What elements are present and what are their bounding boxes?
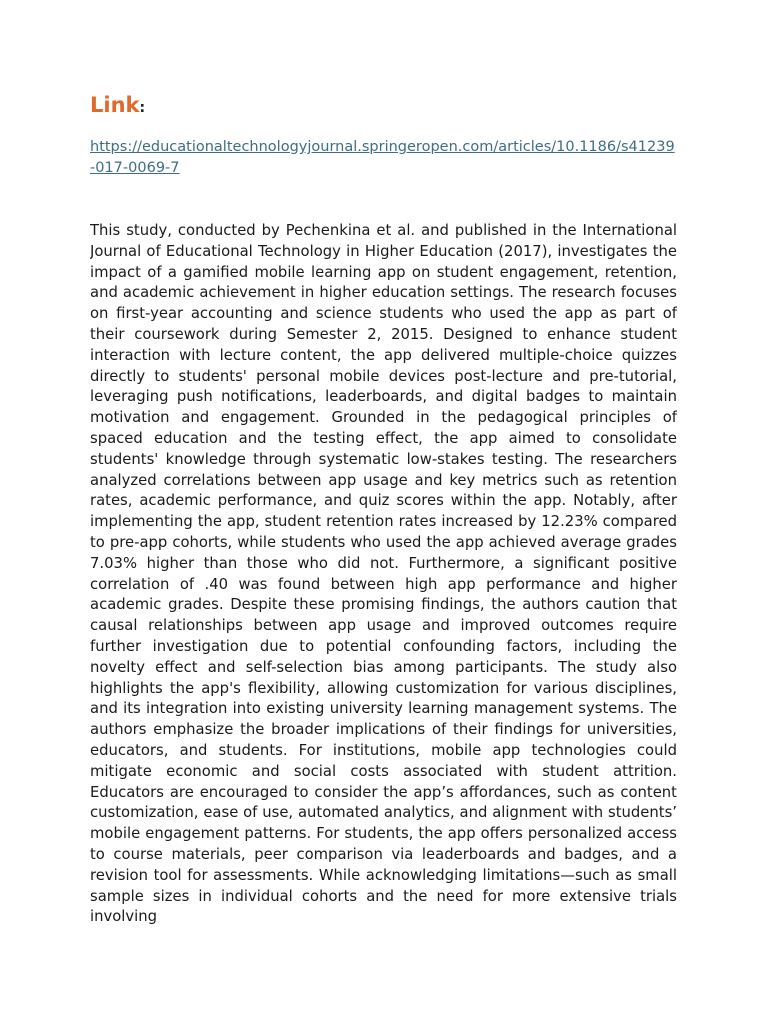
document-page — [90, 90, 677, 929]
link-heading-label: Link — [90, 93, 140, 117]
link-heading — [90, 90, 677, 123]
link-heading-colon: : — [139, 100, 146, 116]
article-url-link[interactable]: https://educationaltechnologyjournal.springeropen.com/articles/10.1186/s41239-017-0069-7 — [90, 139, 675, 176]
summary-paragraph: This study, conducted by Pechenkina et al. and published in the International Journal of Educational Technology in Higher Education (2017), investigates the impact of a gamified mobile learning app on student engagement, retention, and academic achievement in higher education settings. The research focuses on first-year accounting and science students who used the app as part of their coursework during Semester 2, 2015. Designed to enhance student interaction with lecture content, the app delivered multiple-choice quizzes directly to students' personal mobile devices post-lecture and pre-tutorial, leveraging push notifications, leaderboards, and digital badges to maintain motivation and engagement. Grounded in the pedagogical principles of spaced education and the testing effect, the app aimed to consolidate students' knowledge through systematic low-stakes testing. The researchers analyzed correlations between app usage and key metrics such as retention rates, academic performance, and quiz scores within the app. Notably, after implementing the app, student retention rates increased by 12.23% compared to pre-app cohorts, while students who used the app achieved average grades 7.03% higher than those who did not. Furthermore, a significant positive correlation of .40 was found between high app performance and higher academic grades. Despite these promising findings, the authors caution that causal relationships between app usage and improved outcomes require further investigation due to potential confounding factors, including the novelty effect and self-selection bias among participants. The study also highlights the app's flexibility, allowing customization for various disciplines, and its integration into existing university learning management systems. The authors emphasize the broader implications of their findings for universities, educators, and students. For institutions, mobile app technologies could mitigate economic and social costs associated with student attrition. Educators are encouraged to consider the app’s affordances, such as content customization, ease of use, automated analytics, and alignment with students’ mobile engagement patterns. For students, the app offers personalized access to course materials, peer comparison via leaderboards and badges, and a revision tool for assessments. While acknowledging limitations—such as small sample sizes in individual cohorts and the need for more extensive trials involving — [90, 222, 677, 926]
